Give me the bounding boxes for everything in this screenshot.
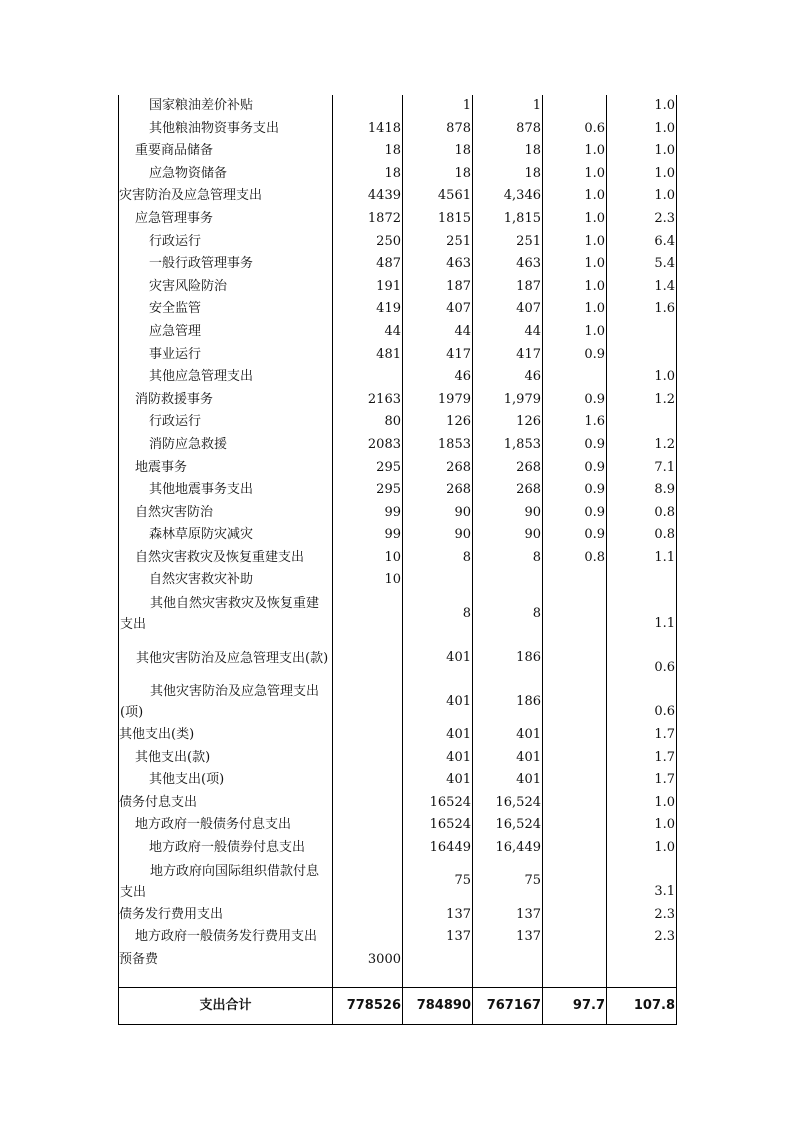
cell-c2: 90: [403, 524, 473, 547]
cell-c5: 6.4: [607, 231, 677, 254]
table-row: [119, 949, 677, 972]
table-row: [119, 837, 677, 860]
cell-c4: [543, 747, 607, 770]
row-label: 应急管理: [119, 321, 333, 344]
cell-c2: 401: [403, 636, 473, 680]
table-row: [119, 95, 677, 118]
cell-c5: 1.7: [607, 724, 677, 747]
cell-c5: 1.2: [607, 389, 677, 412]
cell-c4: 0.9: [543, 479, 607, 502]
cell-c3: 1,815: [473, 208, 543, 231]
cell-c3: 46: [473, 366, 543, 389]
cell-c1: [333, 366, 403, 389]
table-row: [119, 569, 677, 592]
table-row: [119, 118, 677, 141]
row-label: 国家粮油差价补贴: [119, 95, 333, 118]
cell-c2: 90: [403, 502, 473, 525]
table-row: [119, 479, 677, 502]
cell-c5: 1.7: [607, 769, 677, 792]
table-row: [119, 253, 677, 276]
cell-c3: [473, 569, 543, 592]
table-row: [119, 524, 677, 547]
table-row: [119, 208, 677, 231]
table-row: [119, 321, 677, 344]
row-label: 应急物资储备: [119, 163, 333, 186]
cell-c2: 401: [403, 747, 473, 770]
row-label: 消防应急救援: [119, 434, 333, 457]
cell-c5: 1.6: [607, 298, 677, 321]
total-c2: 784890: [403, 988, 473, 1025]
cell-c5: 1.0: [607, 837, 677, 860]
cell-c3: 1,979: [473, 389, 543, 412]
cell-c5: [607, 411, 677, 434]
cell-c5: 1.0: [607, 792, 677, 815]
cell-c3: 417: [473, 344, 543, 367]
cell-c4: 1.0: [543, 231, 607, 254]
cell-c2: 16524: [403, 792, 473, 815]
cell-c2: 878: [403, 118, 473, 141]
row-label: 债务发行费用支出: [119, 904, 333, 927]
cell-c1: 2163: [333, 389, 403, 412]
cell-c1: 295: [333, 479, 403, 502]
cell-c2: 1853: [403, 434, 473, 457]
cell-c4: 1.6: [543, 411, 607, 434]
table-row: [119, 769, 677, 792]
cell-c1: 295: [333, 457, 403, 480]
cell-c5: 0.8: [607, 502, 677, 525]
cell-c3: 401: [473, 769, 543, 792]
cell-c5: 1.0: [607, 163, 677, 186]
cell-c4: 0.9: [543, 389, 607, 412]
row-label: 其他支出(项): [119, 769, 333, 792]
total-label: 支出合计: [119, 988, 333, 1025]
cell-c1: 18: [333, 163, 403, 186]
row-label: 其他支出(类): [119, 724, 333, 747]
cell-c3: 75: [473, 860, 543, 904]
budget-table-page: [118, 95, 676, 1025]
cell-c5: 1.0: [607, 814, 677, 837]
row-label: 其他地震事务支出: [119, 479, 333, 502]
cell-c1: [333, 860, 403, 904]
cell-c4: [543, 837, 607, 860]
cell-c1: [333, 926, 403, 949]
cell-c1: 10: [333, 547, 403, 570]
cell-c1: 99: [333, 502, 403, 525]
row-label: 地震事务: [119, 457, 333, 480]
row-label: 地方政府向国际组织借款付息支出: [119, 860, 333, 904]
cell-c4: 1.0: [543, 185, 607, 208]
cell-c1: 44: [333, 321, 403, 344]
cell-c1: [333, 814, 403, 837]
total-c5: 107.8: [607, 988, 677, 1025]
row-label: 森林草原防灾减灾: [119, 524, 333, 547]
table-row: [119, 724, 677, 747]
cell-c4: [543, 860, 607, 904]
cell-c2: 8: [403, 592, 473, 636]
cell-c1: [333, 747, 403, 770]
total-c3: 767167: [473, 988, 543, 1025]
cell-c2: 187: [403, 276, 473, 299]
cell-c3: [473, 949, 543, 972]
table-row: [119, 163, 677, 186]
cell-c4: [543, 904, 607, 927]
cell-c4: [543, 680, 607, 724]
cell-c3: 463: [473, 253, 543, 276]
table-row: [119, 457, 677, 480]
row-label: 行政运行: [119, 411, 333, 434]
row-label: 地方政府一般债券付息支出: [119, 837, 333, 860]
row-label: 行政运行: [119, 231, 333, 254]
cell-c1: 4439: [333, 185, 403, 208]
cell-c5: 0.8: [607, 524, 677, 547]
cell-c1: 481: [333, 344, 403, 367]
cell-c5: [607, 321, 677, 344]
cell-c3: 187: [473, 276, 543, 299]
cell-c2: 463: [403, 253, 473, 276]
table-row: [119, 592, 677, 636]
cell-c4: 1.0: [543, 163, 607, 186]
cell-c5: 8.9: [607, 479, 677, 502]
table-row: [119, 547, 677, 570]
total-c1: 778526: [333, 988, 403, 1025]
cell-c1: 18: [333, 140, 403, 163]
row-label: 其他灾害防治及应急管理支出(项): [119, 680, 333, 724]
cell-c3: 401: [473, 747, 543, 770]
cell-c2: 126: [403, 411, 473, 434]
cell-c3: 4,346: [473, 185, 543, 208]
cell-c2: [403, 949, 473, 972]
cell-c1: [333, 837, 403, 860]
cell-c1: 250: [333, 231, 403, 254]
cell-c4: [543, 814, 607, 837]
cell-c2: 251: [403, 231, 473, 254]
cell-c1: 487: [333, 253, 403, 276]
cell-c5: 1.7: [607, 747, 677, 770]
cell-c4: 0.9: [543, 344, 607, 367]
table-row: [119, 411, 677, 434]
cell-c5: 0.6: [607, 636, 677, 680]
cell-c1: 10: [333, 569, 403, 592]
cell-c4: [543, 569, 607, 592]
cell-c2: 1815: [403, 208, 473, 231]
cell-c4: [543, 792, 607, 815]
table-row: [119, 298, 677, 321]
cell-c4: 1.0: [543, 321, 607, 344]
row-label: 其他应急管理支出: [119, 366, 333, 389]
cell-c1: 3000: [333, 949, 403, 972]
table-row: [119, 636, 677, 680]
cell-c3: 268: [473, 479, 543, 502]
cell-c2: 1: [403, 95, 473, 118]
cell-c2: 401: [403, 724, 473, 747]
cell-c1: [333, 636, 403, 680]
table-row: [119, 276, 677, 299]
cell-c2: 44: [403, 321, 473, 344]
row-label: 自然灾害防治: [119, 502, 333, 525]
cell-c4: 1.0: [543, 140, 607, 163]
cell-c2: 16449: [403, 837, 473, 860]
table-row: [119, 926, 677, 949]
cell-c5: 1.1: [607, 592, 677, 636]
cell-c4: 0.9: [543, 502, 607, 525]
table-row: [119, 904, 677, 927]
cell-c2: 401: [403, 769, 473, 792]
cell-c4: 1.0: [543, 276, 607, 299]
cell-c4: [543, 95, 607, 118]
cell-c2: 401: [403, 680, 473, 724]
cell-c5: [607, 949, 677, 972]
cell-c5: 1.0: [607, 95, 677, 118]
cell-c2: 16524: [403, 814, 473, 837]
cell-c2: 417: [403, 344, 473, 367]
cell-c4: 0.9: [543, 457, 607, 480]
table-row: [119, 680, 677, 724]
cell-c5: 1.0: [607, 366, 677, 389]
row-label: 重要商品储备: [119, 140, 333, 163]
cell-c1: 99: [333, 524, 403, 547]
row-label: 其他自然灾害救灾及恢复重建支出: [119, 592, 333, 636]
cell-c5: 1.1: [607, 547, 677, 570]
cell-c3: 18: [473, 140, 543, 163]
cell-c3: 137: [473, 926, 543, 949]
cell-c1: [333, 592, 403, 636]
cell-c3: 90: [473, 524, 543, 547]
cell-c3: 878: [473, 118, 543, 141]
table-row: [119, 792, 677, 815]
table-row: [119, 434, 677, 457]
row-label: 债务付息支出: [119, 792, 333, 815]
cell-c4: 1.0: [543, 298, 607, 321]
cell-c5: 1.0: [607, 118, 677, 141]
cell-c4: 1.0: [543, 208, 607, 231]
cell-c4: 0.8: [543, 547, 607, 570]
cell-c1: [333, 792, 403, 815]
cell-c3: 401: [473, 724, 543, 747]
table-row: [119, 747, 677, 770]
cell-c5: [607, 344, 677, 367]
table-row: [119, 860, 677, 904]
cell-c4: [543, 949, 607, 972]
cell-c1: 1872: [333, 208, 403, 231]
table-row: [119, 389, 677, 412]
cell-c1: [333, 904, 403, 927]
cell-c2: 407: [403, 298, 473, 321]
row-label: 其他支出(款): [119, 747, 333, 770]
row-label: 其他灾害防治及应急管理支出(款): [119, 636, 333, 680]
cell-c4: 0.6: [543, 118, 607, 141]
cell-c1: [333, 680, 403, 724]
cell-c4: [543, 926, 607, 949]
cell-c5: 1.2: [607, 434, 677, 457]
row-label: 一般行政管理事务: [119, 253, 333, 276]
table-row: [119, 344, 677, 367]
cell-c2: [403, 569, 473, 592]
cell-c5: 2.3: [607, 208, 677, 231]
cell-c2: 46: [403, 366, 473, 389]
cell-c5: [607, 569, 677, 592]
cell-c3: 1,853: [473, 434, 543, 457]
cell-c3: 8: [473, 547, 543, 570]
cell-c4: 0.9: [543, 434, 607, 457]
cell-c2: 4561: [403, 185, 473, 208]
table-row: [119, 231, 677, 254]
table-row: [119, 185, 677, 208]
cell-c5: 1.0: [607, 140, 677, 163]
cell-c1: 191: [333, 276, 403, 299]
cell-c3: 186: [473, 680, 543, 724]
cell-c3: 44: [473, 321, 543, 344]
cell-c1: 80: [333, 411, 403, 434]
table-row: [119, 814, 677, 837]
cell-c3: 407: [473, 298, 543, 321]
cell-c4: [543, 636, 607, 680]
cell-c1: 1418: [333, 118, 403, 141]
cell-c4: 1.0: [543, 253, 607, 276]
cell-c3: 126: [473, 411, 543, 434]
row-label: 自然灾害救灾补助: [119, 569, 333, 592]
cell-c1: [333, 724, 403, 747]
cell-c4: [543, 366, 607, 389]
cell-c1: [333, 95, 403, 118]
cell-c4: 0.9: [543, 524, 607, 547]
cell-c1: 419: [333, 298, 403, 321]
cell-c5: 7.1: [607, 457, 677, 480]
row-label: 自然灾害救灾及恢复重建支出: [119, 547, 333, 570]
cell-c3: 268: [473, 457, 543, 480]
cell-c4: [543, 724, 607, 747]
cell-c5: 5.4: [607, 253, 677, 276]
cell-c2: 268: [403, 479, 473, 502]
cell-c5: 1.4: [607, 276, 677, 299]
cell-c4: [543, 769, 607, 792]
cell-c3: 1: [473, 95, 543, 118]
cell-c5: 3.1: [607, 860, 677, 904]
cell-c1: [333, 769, 403, 792]
row-label: 事业运行: [119, 344, 333, 367]
expenditure-table: [118, 95, 677, 1025]
cell-c3: 137: [473, 904, 543, 927]
table-row: [119, 366, 677, 389]
cell-c5: 2.3: [607, 926, 677, 949]
cell-c2: 18: [403, 163, 473, 186]
cell-c3: 8: [473, 592, 543, 636]
row-label: 安全监管: [119, 298, 333, 321]
cell-c1: 2083: [333, 434, 403, 457]
total-row: [119, 988, 677, 1025]
cell-c2: 75: [403, 860, 473, 904]
cell-c4: [543, 592, 607, 636]
cell-c2: 1979: [403, 389, 473, 412]
row-label: 地方政府一般债务付息支出: [119, 814, 333, 837]
cell-c3: 16,524: [473, 792, 543, 815]
cell-c2: 137: [403, 904, 473, 927]
cell-c3: 251: [473, 231, 543, 254]
row-label: 灾害防治及应急管理支出: [119, 185, 333, 208]
cell-c3: 16,449: [473, 837, 543, 860]
cell-c2: 8: [403, 547, 473, 570]
cell-c3: 18: [473, 163, 543, 186]
table-row: [119, 140, 677, 163]
cell-c2: 268: [403, 457, 473, 480]
row-label: 灾害风险防治: [119, 276, 333, 299]
cell-c5: 2.3: [607, 904, 677, 927]
cell-c3: 186: [473, 636, 543, 680]
cell-c2: 137: [403, 926, 473, 949]
total-c4: 97.7: [543, 988, 607, 1025]
table-row: [119, 502, 677, 525]
cell-c5: 0.6: [607, 680, 677, 724]
cell-c3: 16,524: [473, 814, 543, 837]
row-label: 应急管理事务: [119, 208, 333, 231]
row-label: 其他粮油物资事务支出: [119, 118, 333, 141]
spacer-row: [119, 971, 677, 988]
cell-c3: 90: [473, 502, 543, 525]
cell-c5: 1.0: [607, 185, 677, 208]
table-body: [119, 95, 677, 971]
row-label: 地方政府一般债务发行费用支出: [119, 926, 333, 949]
row-label: 消防救援事务: [119, 389, 333, 412]
cell-c2: 18: [403, 140, 473, 163]
row-label: 预备费: [119, 949, 333, 972]
